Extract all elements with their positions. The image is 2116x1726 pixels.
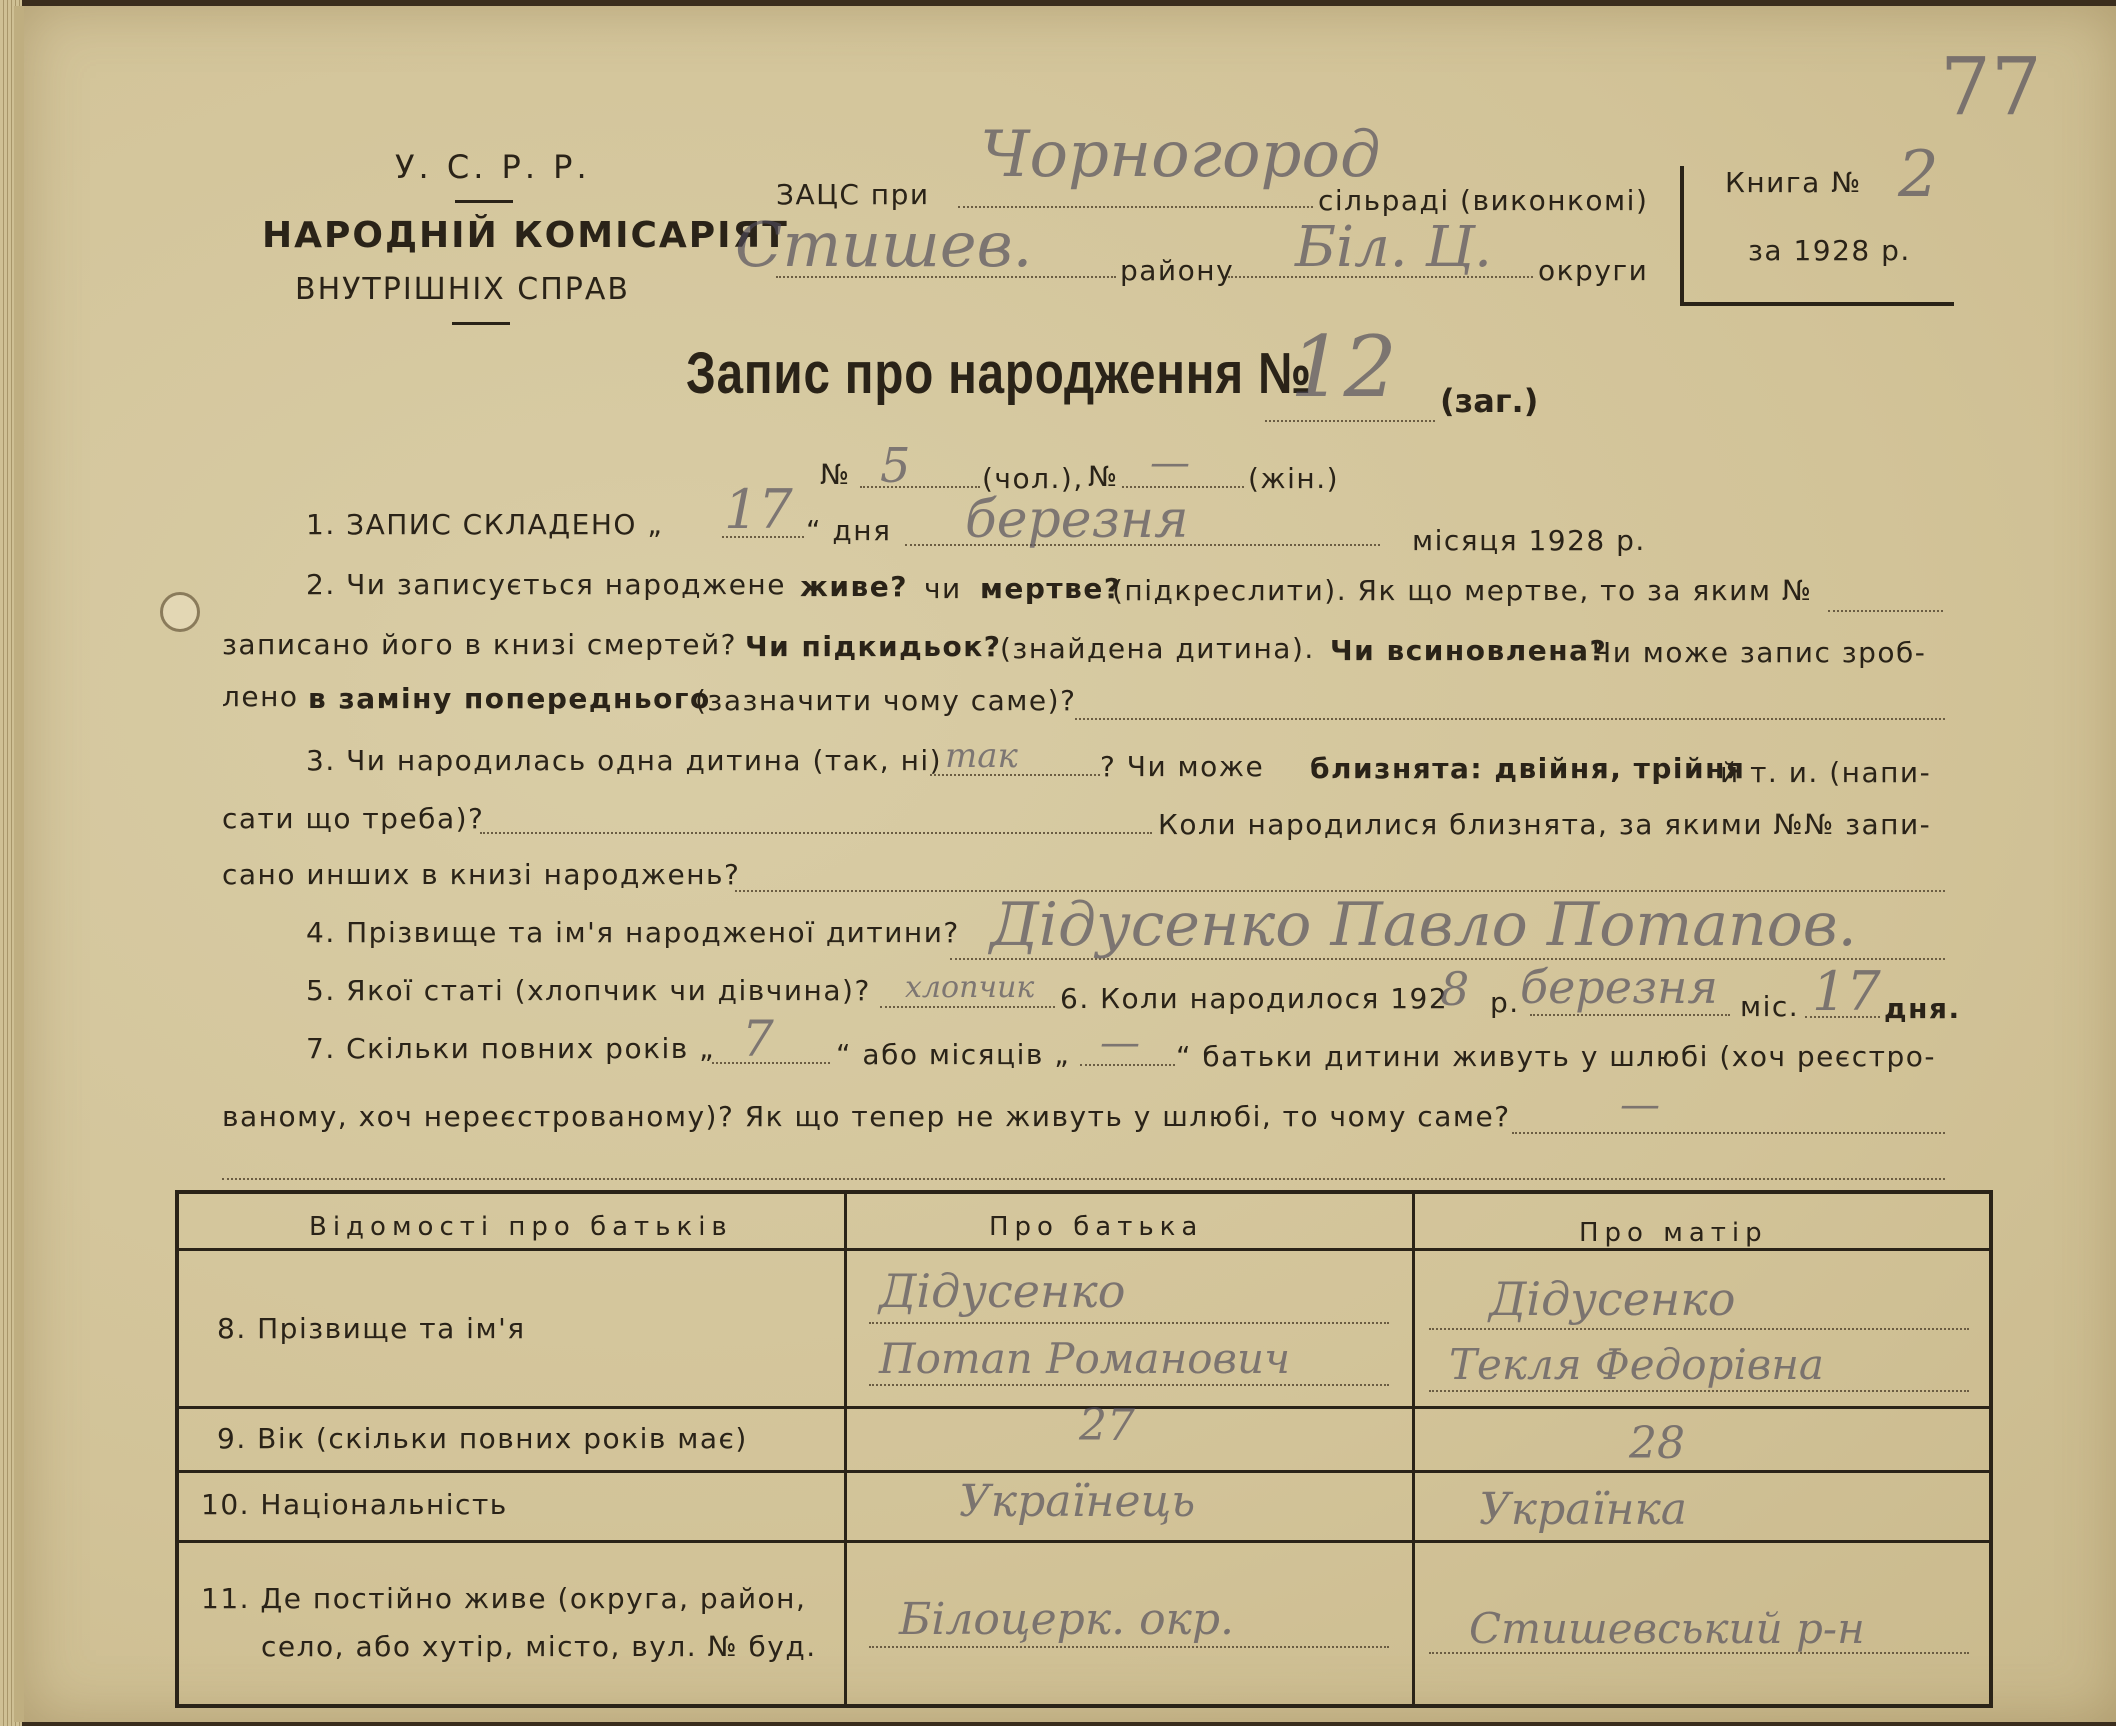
q2-death-no-line	[1828, 610, 1943, 612]
okrug-label: округи	[1538, 254, 1649, 287]
q7-text-c: “ батьки дитини живуть у шлюбі (хоч реєстро-	[1176, 1040, 1936, 1073]
q6-day: 17	[1812, 960, 1881, 1023]
q4-answer: Дідусенко Павло Потапов.	[990, 890, 1857, 960]
q2-line2c: Чи може запис зроб-	[1592, 636, 1927, 669]
female-no-label: №	[1088, 460, 1119, 493]
q1-mid: “ дня	[806, 514, 892, 547]
q3-text-c: й т. и. (напи-	[1720, 756, 1932, 789]
q6-text-d: дня.	[1884, 992, 1961, 1025]
q1-prefix: 1. ЗАПИС СКЛАДЕНО „	[306, 508, 664, 541]
male-no-label: №	[820, 458, 851, 491]
book-label: Книга №	[1725, 166, 1862, 199]
q3-line3: сано инших в книзі народжень?	[222, 858, 741, 891]
q7-text-b: “ або місяців „	[836, 1038, 1071, 1071]
q2-line3b: (зазначити чому саме)?	[695, 684, 1077, 717]
record-number: 12	[1290, 318, 1397, 416]
female-no-value: —	[1150, 440, 1190, 486]
mother-age: 28	[1629, 1418, 1685, 1469]
q2-line2a: записано його в книзі смертей?	[222, 628, 738, 661]
q2-text-b: (підкреслити). Як що мертве, то за яким №	[1112, 574, 1813, 607]
zag-label: (заг.)	[1440, 382, 1539, 420]
table-header-father: Про батька	[989, 1212, 1204, 1242]
q6-month-line	[1530, 1014, 1730, 1016]
record-number-line	[1265, 420, 1435, 422]
record-title: Запис про народження №	[686, 341, 1312, 406]
father-name: Потап Романович	[879, 1334, 1291, 1383]
q6-text-b: р.	[1490, 986, 1520, 1019]
village-council-label: сільраді (виконкомі)	[1318, 184, 1649, 217]
row-residence-label: 11. Де постійно живе (округа, район,	[201, 1582, 807, 1615]
mother-nationality: Українка	[1479, 1484, 1688, 1535]
zags-prefix: ЗАЦС при	[776, 178, 930, 211]
country-label: У. С. Р. Р.	[395, 148, 591, 186]
q2-or: чи	[924, 572, 962, 605]
row-nationality-label: 10. Національність	[201, 1488, 508, 1521]
father-residence: Білоцерк. окр.	[899, 1594, 1234, 1645]
binding-hole-icon	[160, 592, 200, 632]
q7-extra-line	[222, 1178, 1945, 1180]
q3-line2a: сати що треба)?	[222, 802, 485, 835]
male-no-value: 5	[880, 438, 911, 494]
female-label: (жін.)	[1248, 462, 1340, 495]
q2-line3a: лено	[222, 680, 299, 713]
q2-replace: в заміну попереднього	[308, 682, 711, 715]
father-age: 27	[1079, 1400, 1135, 1451]
q2-found: Чи підкидьок?	[745, 630, 1002, 663]
page-number: 77	[1940, 40, 2042, 133]
mother-surname: Дідусенко	[1489, 1272, 1736, 1326]
table-col-divider	[1412, 1194, 1415, 1704]
row-surname-father-line	[869, 1322, 1389, 1324]
q7-answer: —	[1620, 1082, 1660, 1128]
q2-reason-line	[1075, 718, 1945, 720]
header-divider	[455, 200, 513, 203]
q6-text-c: міс.	[1740, 990, 1800, 1023]
q3-line2b: Коли народилися близнята, за якими №№ запи-	[1158, 808, 1932, 841]
q4-label: 4. Прізвище та ім'я народженої дитини?	[306, 916, 960, 949]
row-residence-label-2: село, або хутір, місто, вул. № буд.	[261, 1630, 817, 1663]
table-header-mother: Про матір	[1579, 1218, 1768, 1248]
q3-text-a: 3. Чи народилась одна дитина (так, ні)	[306, 744, 943, 777]
q2-alive: живе?	[800, 570, 908, 603]
q1-suffix: місяця 1928 р.	[1412, 524, 1646, 557]
q1-day: 17	[724, 478, 793, 541]
parents-table	[175, 1190, 1993, 1708]
q6-text-a: 6. Коли народилося 192	[1060, 982, 1449, 1015]
district-value: Стишев.	[735, 208, 1033, 281]
row-residence-father-line	[869, 1646, 1389, 1648]
mother-residence: Стишевський р-н	[1469, 1604, 1865, 1653]
row-surname-mother-line	[1429, 1328, 1969, 1330]
book-year: за 1928 р.	[1748, 234, 1911, 267]
q3-text-b: ? Чи може	[1100, 750, 1265, 783]
q6-month: березня	[1520, 960, 1718, 1014]
q5-label: 5. Якої статі (хлопчик чи дівчина)?	[306, 974, 871, 1007]
row-age-label: 9. Вік (скільки повних років має)	[217, 1422, 748, 1455]
okrug-value: Біл. Ц.	[1295, 215, 1492, 280]
zags-village-value: Чорногород	[980, 118, 1381, 192]
row-surname-father-line-2	[869, 1384, 1389, 1386]
q7-line2: ваному, хоч нереєстрованому)? Як що тепер не живуть у шлюбі, то чому саме?	[222, 1100, 1511, 1133]
table-header-info: Відомості про батьків	[309, 1212, 733, 1242]
q2-text-a: 2. Чи записується народжене	[306, 568, 786, 601]
table-col-divider	[844, 1194, 847, 1704]
ministry-label: НАРОДНІЙ КОМІСАРІЯТ	[262, 215, 789, 256]
q5-answer: хлопчик	[905, 970, 1035, 1005]
male-label: (чол.),	[982, 462, 1084, 495]
table-row-divider	[179, 1540, 1989, 1543]
book-number: 2	[1898, 138, 1939, 212]
q2-line2b: (знайдена дитина).	[1000, 632, 1315, 665]
q6-year: 8	[1440, 962, 1470, 1016]
header-divider-2	[452, 322, 510, 325]
female-no-line	[1122, 486, 1244, 488]
q5-answer-line	[880, 1006, 1055, 1008]
mother-name: Текля Федорівна	[1449, 1340, 1824, 1389]
q7-months: —	[1100, 1020, 1140, 1066]
q1-month: березня	[965, 490, 1189, 550]
q2-adopted: Чи всиновлена?	[1330, 634, 1608, 667]
row-surname-label: 8. Прізвище та ім'я	[217, 1312, 526, 1345]
q7-years: 7	[742, 1010, 774, 1068]
q7-reason-line	[1512, 1132, 1945, 1134]
district-label: району	[1120, 254, 1235, 287]
q7-text-a: 7. Скільки повних років „	[306, 1032, 716, 1065]
father-surname: Дідусенко	[879, 1264, 1126, 1318]
department-label: ВНУТРІШНІХ СПРАВ	[295, 272, 630, 307]
q2-dead: мертве?	[980, 572, 1122, 605]
male-no-line	[860, 486, 980, 488]
q3-answer: так	[945, 736, 1018, 776]
father-nationality: Українець	[959, 1476, 1196, 1527]
q3-twins: близнята: двійня, трійня	[1310, 752, 1746, 785]
table-row-divider	[179, 1248, 1989, 1251]
table-row-divider	[179, 1470, 1989, 1473]
row-surname-mother-line-2	[1429, 1390, 1969, 1392]
q3-twins-line	[480, 832, 1152, 834]
